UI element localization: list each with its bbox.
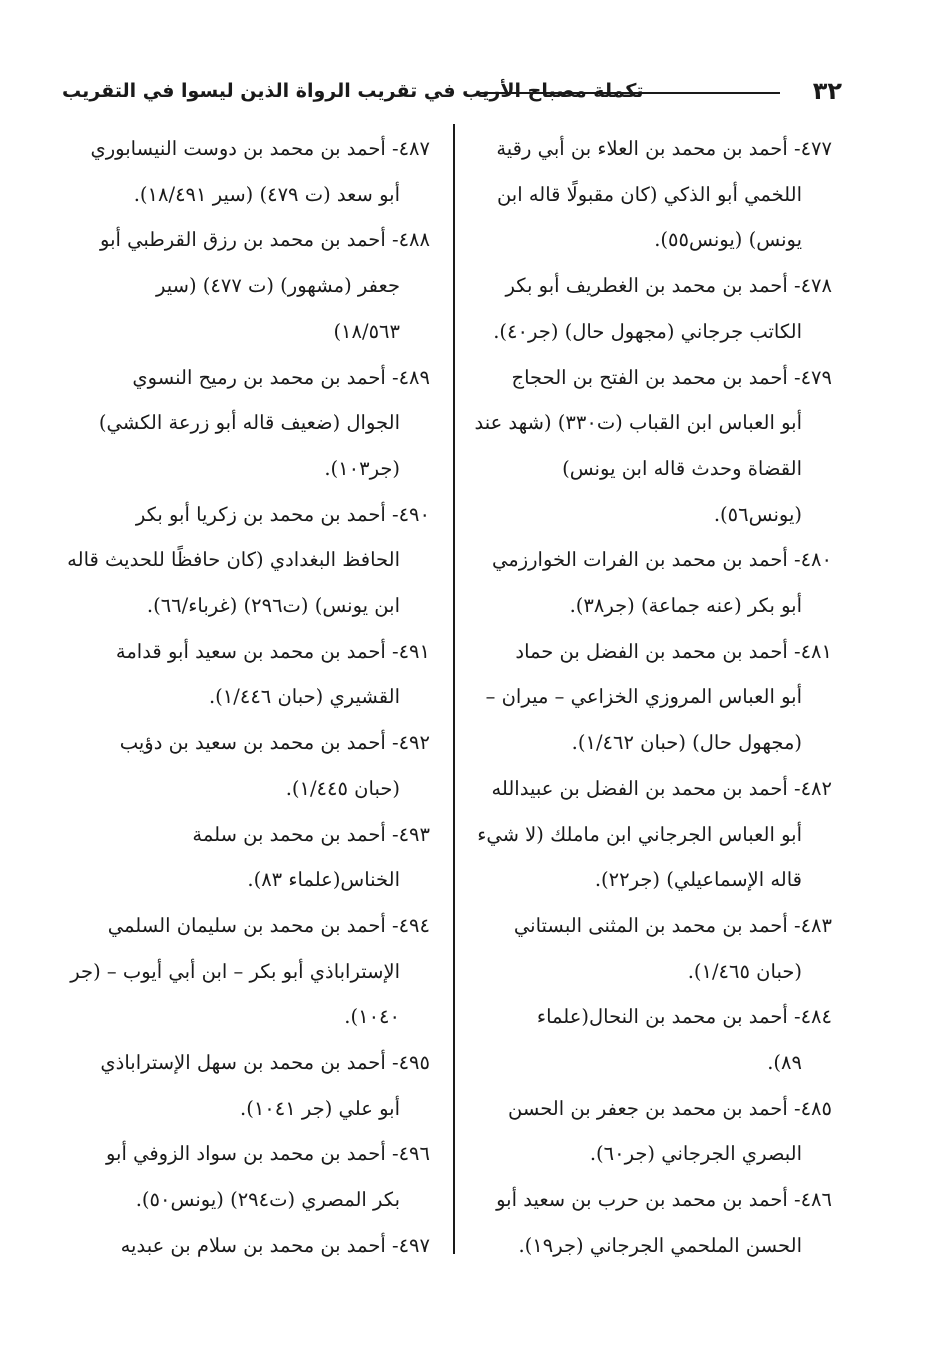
entry-continuation-line: يونس) (يونس٥٥). [654, 228, 802, 252]
entry-continuation-line: الكاتب جرجاني (مجهول حال) (جر٤٠). [493, 319, 802, 343]
entry-first-line: ٤٩١- أحمد بن محمد بن سعيد أبو قدامة [115, 639, 430, 663]
narrator-entry [60, 355, 430, 492]
entry-first-line: ٤٨٠- أحمد بن محمد بن الفرات الخوارزمي [492, 548, 832, 572]
narrator-entry [474, 263, 832, 354]
entry-first-line: ٤٨٣- أحمد بن محمد بن المثنى البستاني [513, 913, 832, 937]
entry-continuation-line: الحسن الملحمي الجرجاني (جر١٩). [518, 1233, 802, 1257]
entry-first-line: ٤٩٦- أحمد بن محمد بن سواد الزوفي أبو [105, 1142, 430, 1166]
entry-continuation-line: (جر١٠٣). [324, 456, 400, 480]
narrator-entry [60, 217, 430, 354]
left-column [60, 126, 430, 1269]
narrator-entry [474, 903, 832, 994]
entry-first-line: ٤٨٩- أحمد بن محمد بن رميح النسوي [132, 365, 430, 389]
entry-first-line: ٤٩٥- أحمد بن محمد بن سهل الإستراباذي [100, 1051, 430, 1075]
entry-first-line: ٤٨٨- أحمد بن محمد بن رزق القرطبي أبو [100, 228, 430, 252]
running-title: تكملة مصباح الأريب في تقريب الرواة الذين ليسوا في التقريب [62, 80, 644, 102]
entry-continuation-line: أبو العباس الجرجاني ابن ماملك (لا شيء [477, 822, 802, 846]
narrator-entry [474, 1177, 832, 1268]
right-column [474, 126, 832, 1269]
entry-first-line: ٤٨٤- أحمد بن محمد بن النحال(علماء [536, 1005, 832, 1029]
narrator-entry [474, 355, 832, 538]
entry-first-line: ٤٨٢- أحمد بن محمد بن الفضل بن عبيدالله [491, 776, 832, 800]
entry-first-line: ٤٨١- أحمد بن محمد بن الفضل بن حماد [515, 639, 832, 663]
entry-continuation-line: الجوال (ضعيف قاله أبو زرعة الكشي) [98, 411, 400, 435]
narrator-entry [60, 492, 430, 629]
entry-continuation-line: (حبان ١/٤٦٥). [687, 959, 802, 983]
entry-continuation-line: (يونس٥٦). [713, 502, 802, 526]
entry-first-line: ٤٧٩- أحمد بن محمد بن الفتح بن الحجاج [511, 365, 832, 389]
page-header [62, 74, 842, 118]
narrator-entry [474, 537, 832, 628]
entry-first-line: ٤٩٧- أحمد بن محمد بن سلام بن عبديه [120, 1233, 430, 1257]
narrator-entry [60, 812, 430, 903]
entry-first-line: ٤٨٦- أحمد بن محمد بن حرب بن سعيد أبو [496, 1188, 832, 1212]
entry-continuation-line: ١٠٤٠). [344, 1005, 400, 1029]
narrator-entry [60, 720, 430, 811]
entry-continuation-line: القضاة وحدث قاله ابن يونس) [562, 456, 802, 480]
entry-continuation-line: الحافظ البغدادي (كان حافظًا للحديث قاله [67, 548, 400, 572]
entry-continuation-line: (مجهول حال) (حبان ١/٤٦٢). [571, 731, 802, 755]
column-divider [453, 124, 455, 1254]
entry-continuation-line: أبو علي (جر ١٠٤١). [240, 1096, 400, 1120]
entry-continuation-line: القشيري (حبان ١/٤٤٦). [208, 685, 400, 709]
narrator-entry [474, 1086, 832, 1177]
entry-continuation-line: أبو العباس المروزي الخزاعي – ميران – [485, 685, 802, 709]
entry-first-line: ٤٧٨- أحمد بن محمد بن الغطريف أبو بكر [505, 274, 832, 298]
entry-continuation-line: اللخمي أبو الذكي (كان مقبولًا قاله ابن [496, 182, 802, 206]
narrator-entry [60, 126, 430, 217]
entry-first-line: ٤٨٧- أحمد بن محمد بن دوست النيسابوري [90, 137, 430, 160]
entry-continuation-line: قاله الإسماعيلي) (جر٢٢). [594, 868, 802, 892]
narrator-entry [60, 903, 430, 1040]
narrator-entry [474, 126, 832, 263]
entry-continuation-line: بكر المصري (ت٢٩٤) (يونس٥٠). [135, 1188, 400, 1212]
entry-continuation-line: الخناس(علماء ٨٣). [247, 868, 400, 892]
entry-continuation-line: (حبان ١/٤٤٥). [285, 776, 400, 800]
entry-continuation-line: ابن يونس) (ت٢٩٦) (غرباء/٦٦). [146, 594, 400, 618]
narrator-entry [60, 1040, 430, 1131]
entry-continuation-line: ١٨/٥٦٣) [333, 319, 400, 343]
entry-continuation-line: البصري الجرجاني (جر٦٠). [589, 1142, 802, 1166]
narrator-entry [60, 629, 430, 720]
narrator-entry [60, 1131, 430, 1222]
entry-first-line: ٤٩٤- أحمد بن محمد بن سليمان السلمي [107, 913, 430, 937]
entry-first-line: ٤٧٧- أحمد بن محمد بن العلاء بن أبي رقية [496, 137, 832, 160]
entry-first-line: ٤٩٠- أحمد بن محمد بن زكريا أبو بكر [135, 502, 430, 526]
entry-first-line: ٤٩٢- أحمد بن محمد بن سعيد بن دؤيب [119, 731, 430, 755]
entry-continuation-line: جعفر (مشهور) (ت ٤٧٧) (سير [155, 274, 400, 298]
entry-first-line: ٤٩٣- أحمد بن محمد بن سلمة [192, 822, 430, 846]
narrator-entry [60, 1223, 430, 1269]
entry-continuation-line: أبو سعد (ت ٤٧٩) (سير ١٨/٤٩١). [133, 182, 400, 206]
narrator-entry [474, 629, 832, 766]
entry-continuation-line: ٨٩). [767, 1051, 802, 1075]
narrator-entry [474, 766, 832, 903]
entry-continuation-line: أبو العباس ابن القباب (ت٣٣٠) (شهد عند [474, 411, 802, 435]
narrator-entry [474, 994, 832, 1085]
page-number: ٣٢ [812, 77, 842, 105]
entry-continuation-line: الإستراباذي أبو بكر – ابن أبي أيوب – (جر [70, 959, 400, 983]
entry-continuation-line: أبو بكر (عنه جماعة) (جر٣٨). [569, 594, 802, 618]
entry-first-line: ٤٨٥- أحمد بن محمد بن جعفر بن الحسن [507, 1096, 832, 1120]
